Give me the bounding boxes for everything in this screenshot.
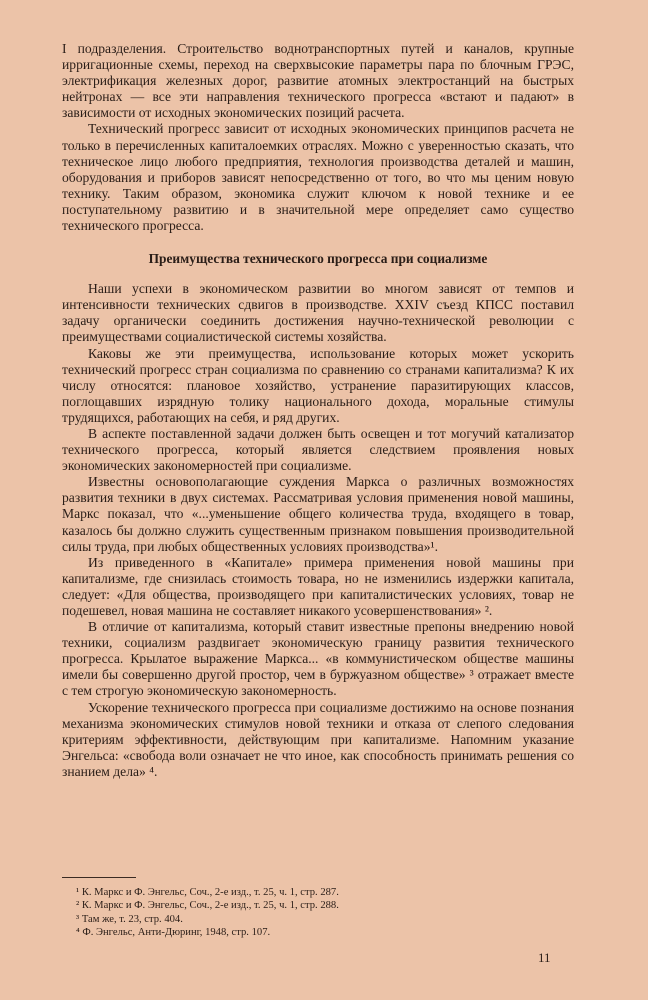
footnote: ¹ К. Маркс и Ф. Энгельс, Соч., 2-е изд., т. 25, ч. 1, стр. 287.: [76, 887, 339, 898]
footnote-divider: [62, 877, 136, 878]
paragraph: Ускорение технического прогресса при социализме достижимо на основе познания механизма экономических стимулов новой техники и отказа от слепого следования критериям эффективности, действующим при капитализме. Напомним указание Энгельса: «свобода воли означает не что иное, как способность принимать решения со знанием дела» ⁴.: [62, 699, 574, 779]
footnote: ³ Там же, т. 23, стр. 404.: [76, 913, 183, 925]
section-heading: Преимущества технического прогресса при социализме: [148, 251, 488, 267]
main-text: [62, 41, 574, 780]
page-number: 11: [538, 950, 551, 965]
paragraph: I подразделения. Строительство воднотранспортных путей и каналов, крупные ирригационные схемы, переход на сверхвысокие параметры пара по блочным ГРЭС, электрификация железных дорог, развитие атомных электростанций на быстрых нейтронах — все эти направления технического прогресса «встают и падают» в зависимости от исходных экономических позиций расчета.: [62, 41, 574, 121]
footnote: ² К. Маркс и Ф. Энгельс, Соч., 2-е изд., т. 25, ч. 1, стр. 288.: [76, 900, 339, 912]
paragraph: Каковы же эти преимущества, использование которых может ускорить технический прогресс стран социализма по сравнению со странами капитализма? К их числу относятся: плановое хозяйство, устранение паразитирующих классов, поглощавших изрядную толику национального дохода, моральные стимулы трудящихся, работающих на себя, и ряд других.: [62, 345, 574, 425]
paragraph: В аспекте поставленной задачи должен быть освещен и тот могучий катализатор технического прогресса, который является следствием проявления новых экономических закономерностей при социализме.: [62, 425, 574, 474]
paragraph: Известны основополагающие суждения Маркса о различных возможностях развития техники в двух системах. Рассматривая условия применения новой машины, Маркс показал, что «...уменьшение общего количества труда, входящего в товар, казалось бы должно служить существенным признаком повышения производительной силы труда, при любых общественных условиях производства»¹.: [62, 474, 574, 554]
footnotes: [76, 886, 576, 939]
footnote: ⁴ Ф. Энгельс, Анти-Дюринг, 1948, стр. 107.: [76, 926, 271, 938]
paragraph: Из приведенного в «Капитале» примера применения новой машины при капитализме, где снизилась стоимость товара, но не изменились издержки капитала, следует: «Для общества, производящего при капиталистических условиях, товар не подешевел, новая машина не составляет никакого усовершенствования» ².: [62, 554, 574, 618]
paragraph: В отличие от капитализма, который ставит известные препоны внедрению новой техники, социализм раздвигает экономическую границу развития технического прогресса. Крылатое выражение Маркса... «в коммунистическом обществе машины имели бы совершенно другой простор, чем в буржуазном обществе» ³ отражает вместе с тем строгую экономическую закономерность.: [62, 619, 574, 699]
paragraph: Наши успехи в экономическом развитии во многом зависят от темпов и интенсивности технических сдвигов в производстве. XXIV съезд КПСС поставил задачу органически соединить достижения научно-технической революции с преимуществами социалистической системы хозяйства.: [62, 281, 574, 345]
paragraph: Технический прогресс зависит от исходных экономических принципов расчета не только в перечисленных капиталоемких отраслях. Можно с уверенностью сказать, что техническое лицо любого предприятия, технология производства деталей и машин, оборудования и приборов зависят непосредственно от того, во что мы ценим новую технику. Таким образом, экономика служит ключом к новой технике и ее поступательному развитию и в значительной мере определяет само существо технического прогресса.: [62, 121, 574, 234]
